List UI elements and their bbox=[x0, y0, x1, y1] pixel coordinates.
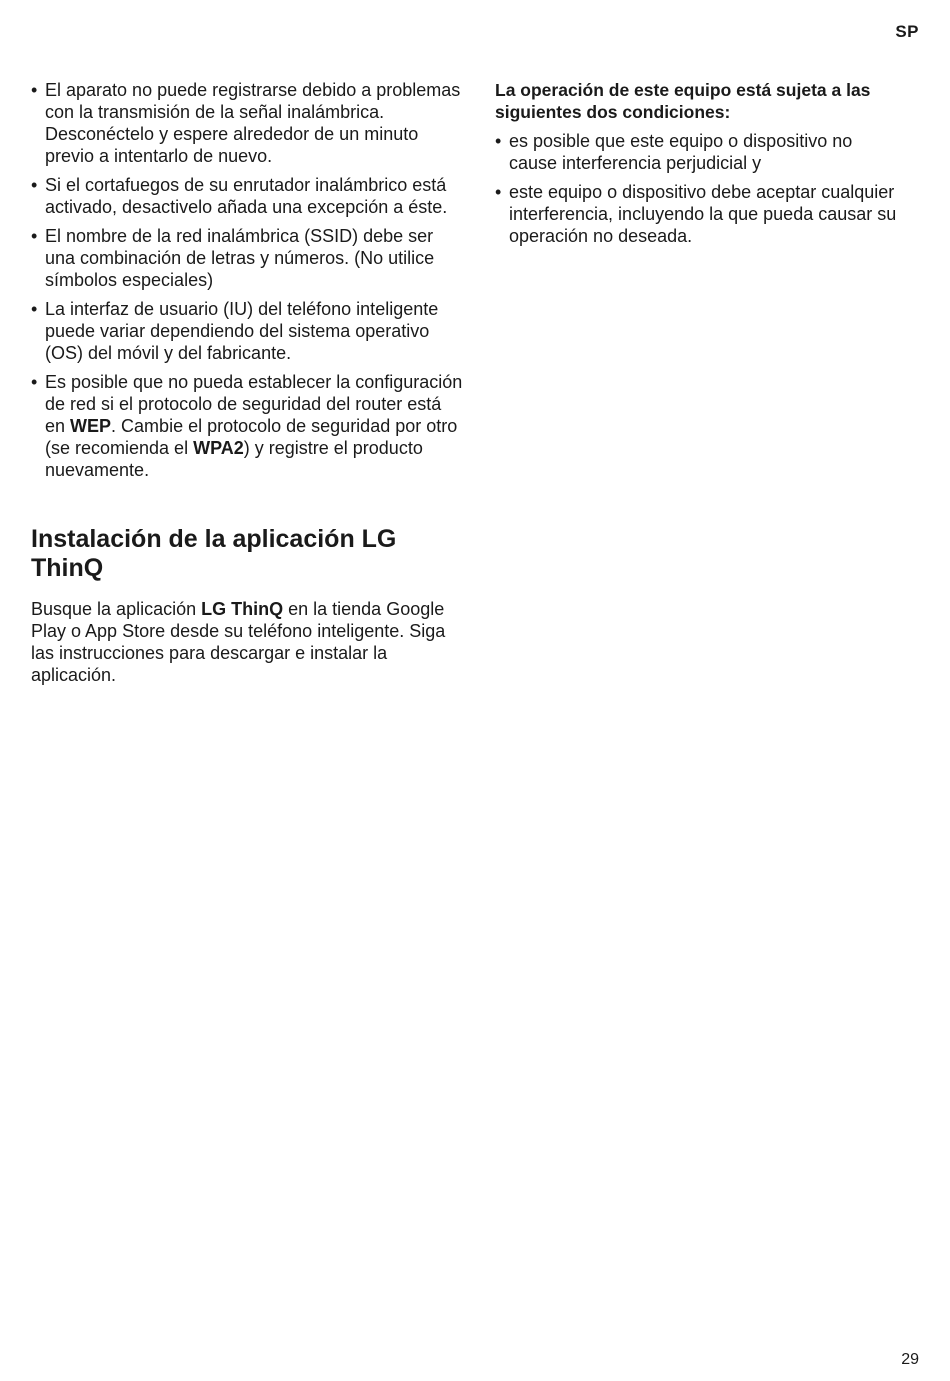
left-column bbox=[31, 79, 463, 686]
right-column bbox=[495, 79, 905, 254]
list-item bbox=[31, 371, 463, 481]
list-item bbox=[31, 225, 463, 291]
list-item bbox=[495, 130, 905, 174]
list-item-text: El aparato no puede registrarse debido a problemas con la transmisión de la señal inalámbrica. Desconéctelo y espere alrededor de un minuto previo a intentarlo de nuevo. bbox=[45, 80, 461, 166]
install-section-title: Instalación de la aplicación LG ThinQ bbox=[31, 525, 397, 582]
list-item-text: es posible que este equipo o dispositivo no cause interferencia perjudicial y bbox=[509, 131, 853, 173]
list-item-text-part: Es posible que no pueda establecer la configuración de red si el protocolo de seguridad del router está en bbox=[45, 372, 463, 436]
list-item-text: La interfaz de usuario (IU) del teléfono inteligente puede variar dependiendo del sistema operativo (OS) del móvil y del fabricante. bbox=[45, 299, 439, 363]
wpa2-term: WPA2 bbox=[193, 438, 244, 458]
bullet-icon: • bbox=[495, 182, 502, 202]
list-item bbox=[495, 181, 905, 247]
list-item bbox=[31, 298, 463, 364]
list-item-text: este equipo o dispositivo debe aceptar cualquier interferencia, incluyendo la que pueda causar su operación no deseada. bbox=[509, 182, 897, 246]
conditions-heading: La operación de este equipo está sujeta a las siguientes dos condiciones: bbox=[495, 80, 871, 122]
list-item-text: El nombre de la red inalámbrica (SSID) debe ser una combinación de letras y números. (No utilice símbolos especiales) bbox=[45, 226, 435, 290]
list-item-text-part: . Cambie el protocolo de seguridad por otro (se recomienda el bbox=[45, 416, 458, 458]
bullet-icon: • bbox=[495, 131, 502, 151]
troubleshooting-list bbox=[31, 79, 463, 481]
page-number: 29 bbox=[901, 1351, 919, 1368]
list-item bbox=[31, 79, 463, 167]
language-tag: SP bbox=[895, 22, 919, 41]
install-text-part: en la tienda Google Play o App Store desde su teléfono inteligente. Siga las instrucciones para descargar e instalar la aplicación. bbox=[31, 599, 446, 685]
app-name: LG ThinQ bbox=[201, 599, 284, 619]
install-instructions bbox=[31, 598, 463, 686]
wep-term: WEP bbox=[70, 416, 112, 436]
install-text-part: Busque la aplicación bbox=[31, 599, 202, 619]
list-item-text: Si el cortafuegos de su enrutador inalámbrico está activado, desactivelo añada una excepción a éste. bbox=[45, 175, 448, 217]
bullet-icon: • bbox=[31, 175, 38, 195]
list-item bbox=[31, 174, 463, 218]
conditions-list bbox=[495, 130, 905, 247]
bullet-icon: • bbox=[31, 80, 38, 100]
bullet-icon: • bbox=[31, 372, 38, 392]
bullet-icon: • bbox=[31, 299, 38, 319]
bullet-icon: • bbox=[31, 226, 38, 246]
list-item-text-part: ) y registre el producto nuevamente. bbox=[45, 438, 423, 480]
